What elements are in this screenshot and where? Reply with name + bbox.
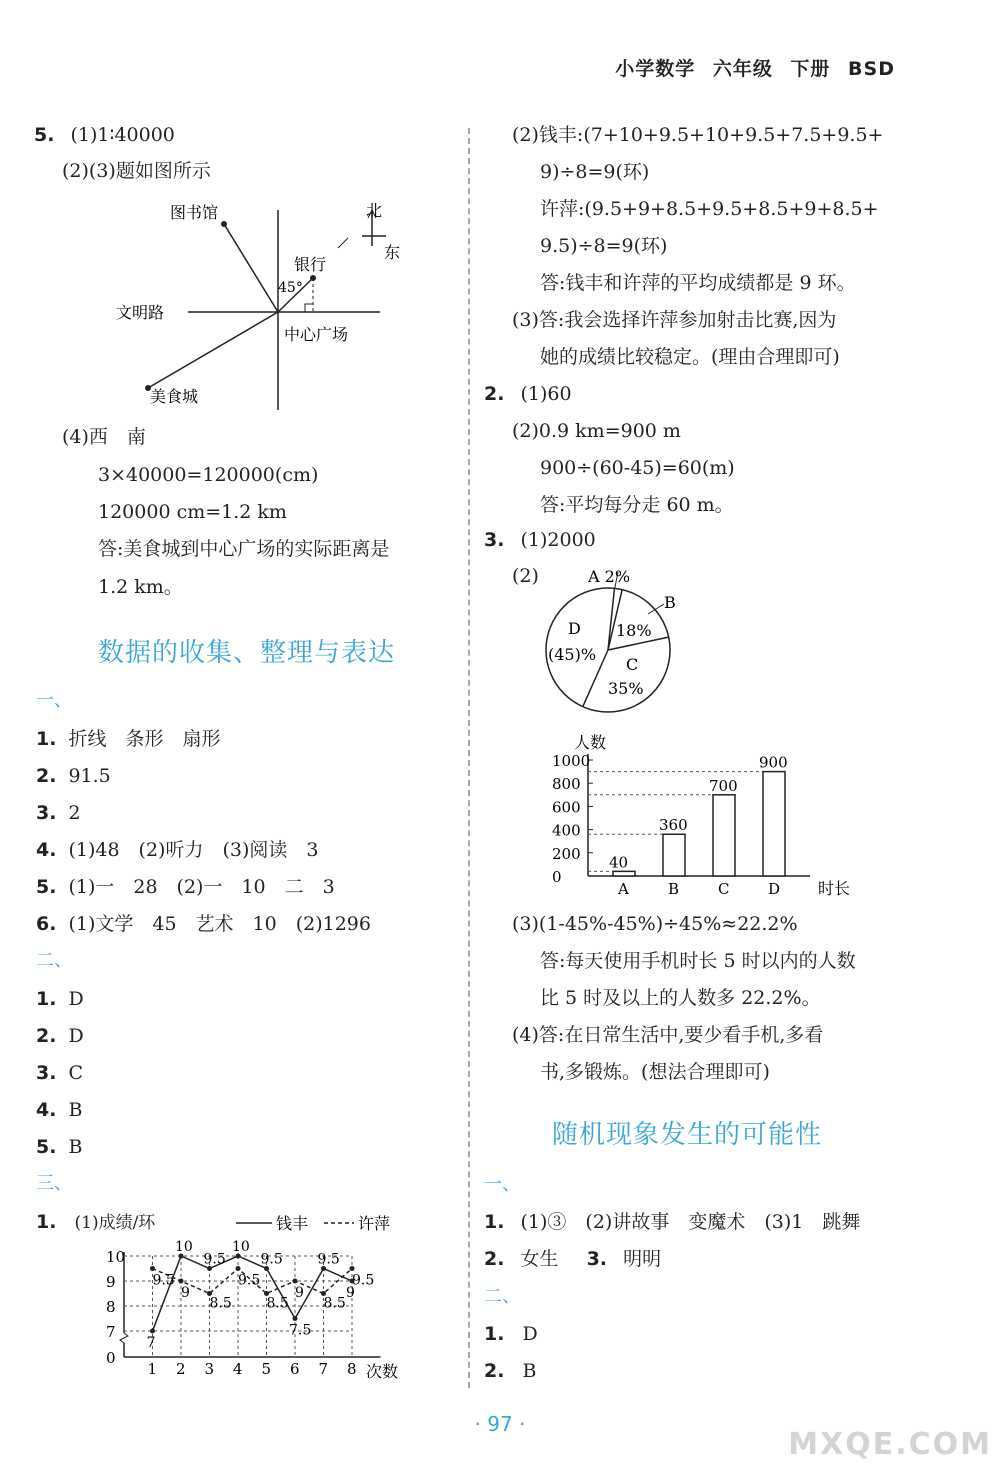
data-label: 8.5 [323,1295,346,1312]
x-tick-label: B [668,880,680,898]
data-label: 9.5 [203,1251,226,1268]
r3-part4-line2: 书,多锻炼。(想法合理即可) [540,1061,770,1083]
watermark-logo: MXQE.COM [788,1427,992,1462]
map-library: 图书馆 [170,203,219,222]
r2-line1: 2. (1)60 [484,383,572,405]
q5-number: 5. [34,124,55,146]
section-title-random: 随机现象发生的可能性 [552,1120,823,1150]
part3-heading: 三、 [36,1173,72,1194]
pie-slice-edge [608,588,614,650]
map-road: 文明路 [116,303,165,322]
r-q2-line3: 许萍:(9.5+9+8.5+9.5+8.5+9+8.5+ [540,198,879,220]
data-point [150,1266,155,1271]
pie-label-c: C [626,655,639,674]
x-tick-label: 8 [347,1360,357,1378]
r3-part4-line1: (4)答:在日常生活中,要少看手机,多看 [512,1024,824,1046]
list-item: 1. D [36,988,84,1010]
data-point [293,1279,298,1284]
q5-part23: (2)(3)题如图所示 [62,160,211,182]
q5-part4: (4)西 南 [62,426,146,448]
part2-heading: 二、 [36,950,72,971]
map-east: 东 [384,243,401,262]
y-tick-label: 0 [106,1349,116,1367]
bar [663,834,685,876]
q1-number: 1. [36,1211,57,1233]
page-header: 小学数学 六年级 下册 BSD [615,58,895,80]
bar-value-label: 360 [659,816,688,835]
pie-pct-d: (45)% [548,645,597,664]
x-tick-label: D [768,880,781,898]
r2-number: 2. [484,383,505,405]
axis-break [120,1333,128,1343]
pie-slice-edge [608,590,622,650]
page-number: · 97 · [474,1412,526,1436]
map-bank: 银行 [294,255,327,274]
list-item: 3. 2 [36,802,81,824]
q5-answer-line1: 答:美食城到中心广场的实际距离是 [98,538,390,560]
map-food: 美食城 [150,387,199,406]
list-item: 4. (1)48 (2)听力 (3)阅读 3 [36,839,319,861]
list-item: 4. B [36,1099,83,1121]
y-tick-label: 8 [106,1298,116,1316]
r-q3-line2: 她的成绩比较稳定。(理由合理即可) [540,346,840,368]
r3-answer-line2: 比 5 时及以上的人数多 22.2%。 [540,987,821,1009]
data-label: 9 [295,1285,304,1301]
data-point [150,1329,155,1334]
r-s1-line2: 2. 女生 3. 明明 [484,1248,662,1270]
legend-xuping: 许萍 [358,1214,391,1233]
data-label: 9.5 [317,1251,340,1268]
line-chart [96,1205,416,1385]
x-tick-label: 5 [261,1360,272,1378]
y-tick-label: 7 [106,1323,116,1341]
list-item: 3. C [36,1062,83,1084]
data-label: 9 [346,1285,355,1301]
r-part2-heading: 二、 [484,1286,520,1307]
pie-pct-b: 18% [616,621,652,640]
data-label: 9.5 [260,1251,283,1268]
y-tick-label: 0 [552,868,562,886]
y-tick-label: 800 [552,775,581,794]
line-x-axis-label: 次数 [366,1362,399,1381]
section-title-data: 数据的收集、整理与表达 [98,638,396,668]
bar-value-label: 900 [759,753,788,772]
list-item: 1. D [484,1323,538,1345]
map-center: 中心广场 [284,325,349,344]
r-q2-line1: (2)钱丰:(7+10+9.5+10+9.5+7.5+9.5+ [512,124,884,146]
data-label: 7.5 [289,1322,312,1339]
data-label: 9.5 [352,1272,375,1289]
pie-label-a: A 2% [588,567,631,586]
list-item: 6. (1)文学 45 艺术 10 (2)1296 [36,913,371,935]
q5-part1: (1)1∶40000 [70,124,175,146]
bar-y-axis-label: 人数 [574,733,607,752]
data-point [293,1316,298,1321]
x-tick-label: 7 [318,1360,329,1378]
r3-line2: (2) [512,565,539,587]
data-label: 9 [181,1285,190,1301]
y-tick-label: 400 [552,821,581,840]
list-item: 2. B [484,1360,537,1382]
y-tick-label: 10 [106,1248,126,1266]
q5-answer-line2: 1.2 km。 [98,576,183,598]
data-label: 8.5 [209,1295,232,1312]
list-item: 5. B [36,1136,83,1158]
r-part1-heading: 一、 [484,1174,520,1195]
r-q2-line4: 9.5)÷8=9(环) [540,235,668,257]
q1-label: (1)成绩/环 [74,1213,156,1233]
list-item: 5. (1)一 28 (2)一 10 二 3 [36,876,335,898]
r2-line2: (2)0.9 km=900 m [512,420,681,442]
pie-label-b: B [664,593,676,612]
r-q2-line5: 答:钱丰和许萍的平均成绩都是 9 环。 [540,272,856,294]
r-s1-line1: 1. (1)③ (2)讲故事 变魔术 (3)1 跳舞 [484,1211,861,1233]
x-tick-label: 1 [147,1360,158,1378]
data-label: 7 [146,1335,156,1351]
x-tick-label: 6 [290,1360,300,1378]
pie-chart [530,560,700,730]
map-angle: 45° [278,280,303,296]
x-tick-label: 4 [233,1360,243,1378]
part1-heading: 一、 [36,690,72,711]
y-tick-label: 200 [552,844,581,863]
q5-line1 [34,126,175,145]
r-q3-line1: (3)答:我会选择许萍参加射击比赛,因为 [512,309,837,331]
x-tick-label: 2 [176,1360,186,1378]
list-item: 1. 折线 条形 扇形 [36,728,221,750]
y-tick-label: 1000 [552,752,591,770]
x-tick-label: C [718,880,730,898]
bar-x-axis-label: 时长 [818,879,851,898]
data-label: 9.5 [152,1272,175,1289]
q5-calc2: 120000 cm=1.2 km [98,501,287,523]
bar-chart [530,728,870,903]
data-label: 10 [232,1239,250,1255]
list-item: 2. 91.5 [36,765,111,787]
list-item: 2. D [36,1025,84,1047]
bar [613,871,635,876]
bar [713,795,735,876]
r3-part3: (3)(1-45%-45%)÷45%≈22.2% [512,913,798,935]
legend-qianfeng: 钱丰 [276,1214,309,1233]
column-divider [468,128,470,1388]
bar-value-label: 40 [609,853,629,872]
r2-line4: 答:平均每分走 60 m。 [540,494,734,516]
pie-pct-c: 35% [608,679,644,698]
r3-line1: 3. (1)2000 [484,529,596,551]
map-north: 北 [366,201,383,220]
data-point [350,1266,355,1271]
r3-number: 3. [484,529,505,551]
x-tick-label: 3 [204,1360,215,1378]
y-tick-label: 9 [106,1273,116,1291]
data-label: 9.5 [238,1272,261,1289]
y-tick-label: 600 [552,798,581,817]
data-point [179,1279,184,1284]
r-q2-line2: 9)÷8=9(环) [540,161,650,183]
q5-calc1: 3×40000=120000(cm) [98,464,319,486]
bar-value-label: 700 [709,776,738,795]
data-point [236,1266,241,1271]
map-diagram [100,190,420,420]
data-label: 10 [175,1239,193,1255]
bar [763,772,785,876]
pie-label-d: D [568,619,581,638]
r3-answer-line1: 答:每天使用手机时长 5 时以内的人数 [540,950,856,972]
data-label: 8.5 [266,1295,289,1312]
r2-line3: 900÷(60-45)=60(m) [540,457,735,479]
x-tick-label: A [618,880,629,898]
